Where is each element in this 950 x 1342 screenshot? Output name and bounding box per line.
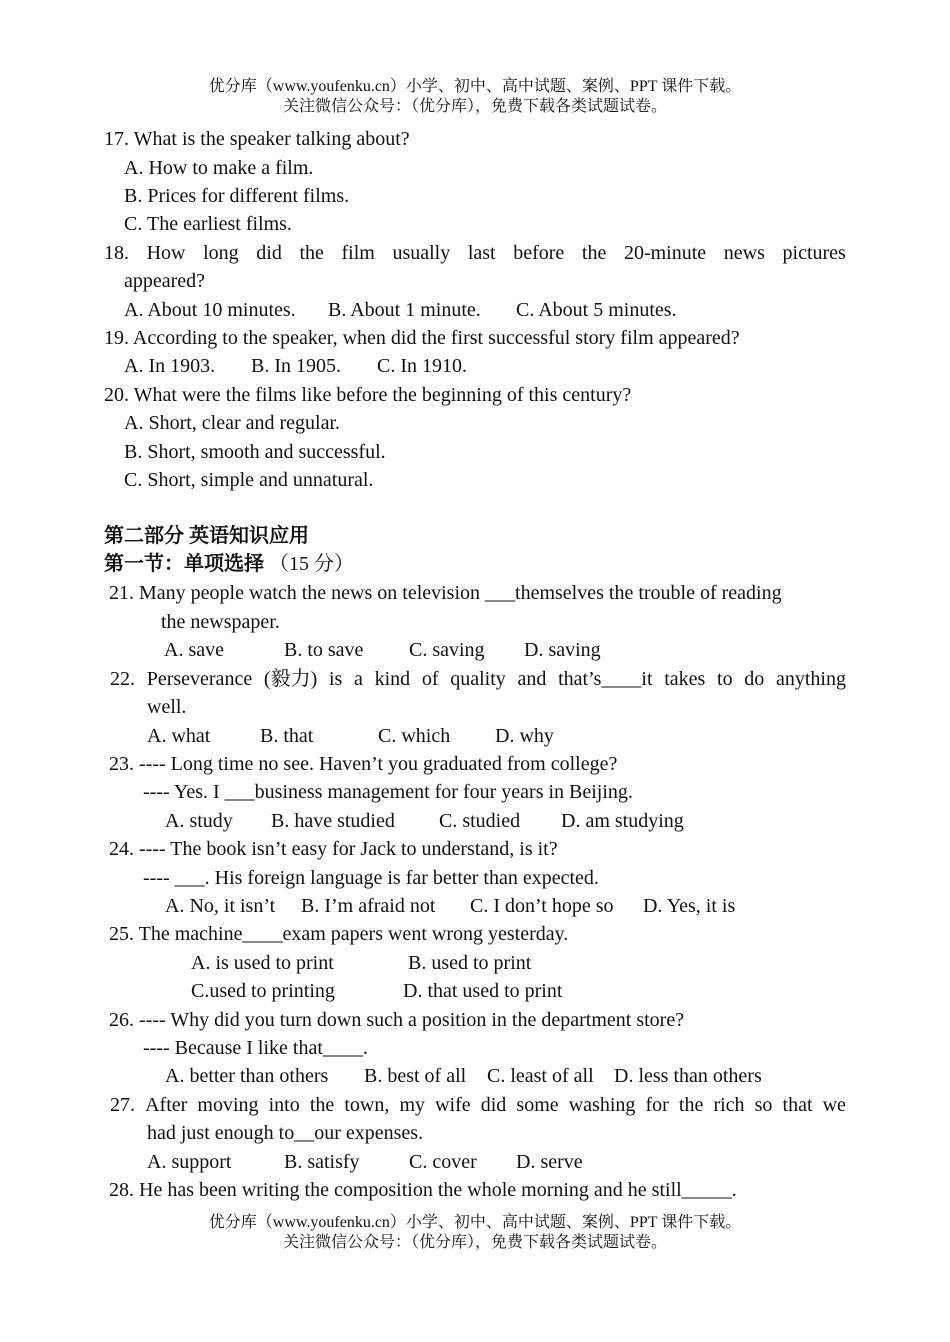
q25-option-c: C.used to printing [191,980,335,1002]
q27-option-b: B. satisfy [284,1151,360,1173]
q18-word: 18. [104,242,129,264]
q23-option-b: B. have studied [271,810,395,832]
q27-word: that [782,1094,813,1116]
q19-stem: 19. According to the speaker, when did the first successful story film appeared? [104,327,740,349]
q24-blank: ___ [174,867,205,889]
q24-reply: ---- ___. His foreign language is far better than expected. [143,867,599,889]
q26-option-d: D. less than others [614,1065,762,1087]
q28-blank: _____ [681,1179,732,1201]
q25-option-d: D. that used to print [403,980,563,1002]
section-score: （15 分） [269,553,354,575]
section-heading [104,550,354,578]
q23-stem: 23. ---- Long time no see. Haven’t you graduated from college? [109,753,618,775]
q20-option-b: B. Short, smooth and successful. [124,441,386,463]
q21-option-b: B. to save [284,639,364,661]
section-title: 第一节：单项选择 [104,553,264,575]
q23-reply: ---- Yes. I ___business management for four years in Beijing. [143,781,633,803]
q18-stem-continued: appeared? [124,270,206,292]
q26-option-c: C. least of all [487,1065,594,1087]
q24-option-d: D. Yes, it is [643,895,736,917]
q17-stem: 17. What is the speaker talking about? [104,128,410,150]
header-line-1: 优分库（www.youfenku.cn）小学、初中、高中试题、案例、PPT 课件下载。 [208,78,742,95]
q25-option-b: B. used to print [408,952,532,974]
header-line-2: 关注微信公众号：（优分库），免费下载各类试题试卷。 [282,98,667,115]
q24-stem: 24. ---- The book isn’t easy for Jack to understand, is it? [109,838,558,860]
q18-word: How [146,242,186,264]
q22-word: that’s____it [558,668,653,690]
q22-word: takes [664,668,706,690]
q23-option-a: A. study [165,810,233,832]
q22-stem-continued: well. [147,696,187,718]
q18-word: usually [392,242,451,264]
q27-stem-continued: had just enough to__our expenses. [147,1122,424,1144]
q25-option-a: A. is used to print [191,952,334,974]
q26-blank: ____ [322,1037,363,1059]
q20-option-c: C. Short, simple and unnatural. [124,469,374,491]
q24-option-b: B. I’m afraid not [301,895,436,917]
q27-word: did [480,1094,507,1116]
q18-word: news [723,242,765,264]
q18-word: the [299,242,324,264]
q27-word: wife [435,1094,471,1116]
q27-option-d: D. serve [516,1151,583,1173]
page-header [0,77,950,117]
q18-stem [104,239,846,267]
q27-word: moving [197,1094,259,1116]
q19-option-a: A. In 1903. [124,355,216,377]
q22-word: do [744,668,765,690]
q19-option-b: B. In 1905. [251,355,341,377]
q21-option-d: D. saving [524,639,601,661]
q22-word: anything [775,668,846,690]
q22-word: quality [450,668,506,690]
q22-word: Perseverance [146,668,253,690]
q27-word: into [268,1094,300,1116]
q27-word: rich [713,1094,745,1116]
footer-line-2: 关注微信公众号：（优分库），免费下载各类试题试卷。 [282,1234,667,1251]
q22-word: (毅力) [263,668,318,690]
q24-option-c: C. I don’t hope so [470,895,614,917]
q21-option-c: C. saving [409,639,485,661]
q27-word: so [754,1094,773,1116]
q17-option-c: C. The earliest films. [124,213,292,235]
page-footer [0,1213,950,1253]
q20-stem: 20. What were the films like before the beginning of this century? [104,384,632,406]
q22-option-a: A. what [147,725,211,747]
q27-option-c: C. cover [409,1151,477,1173]
q20-option-a: A. Short, clear and regular. [124,412,341,434]
q18-word: before [513,242,565,264]
q22-word: of [421,668,439,690]
footer-line-1: 优分库（www.youfenku.cn）小学、初中、高中试题、案例、PPT 课件下载。 [208,1214,742,1231]
q27-word: After [145,1094,188,1116]
q28-stem: 28. He has been writing the composition the whole morning and he still_____. [109,1179,737,1201]
q27-word: some [516,1094,559,1116]
q22-word: to [717,668,733,690]
q21-stem: 21. Many people watch the news on television ___themselves the trouble of reading [109,582,782,604]
q22-stem [110,665,846,693]
q23-option-d: D. am studying [561,810,684,832]
q27-word: we [822,1094,846,1116]
q23-blank: ___ [224,781,255,803]
q17-option-a: A. How to make a film. [124,157,314,179]
q18-word: pictures [782,242,846,264]
q22-option-b: B. that [260,725,314,747]
q22-option-c: C. which [378,725,451,747]
q18-word: last [467,242,496,264]
q21-blank: ___ [485,582,516,604]
q26-reply: ---- Because I like that____. [143,1037,368,1059]
q18-option-a: A. About 10 minutes. [124,299,296,321]
q19-option-c: C. In 1910. [377,355,467,377]
q27-word: for [645,1094,669,1116]
q21-option-a: A. save [164,639,224,661]
q27-word: the [309,1094,335,1116]
q21-stem-continued: the newspaper. [161,611,280,633]
q17-option-b: B. Prices for different films. [124,185,350,207]
q27-option-a: A. support [147,1151,232,1173]
q26-stem: 26. ---- Why did you turn down such a position in the department store? [109,1009,685,1031]
q26-option-b: B. best of all [364,1065,467,1087]
q22-option-d: D. why [495,725,554,747]
q18-word: the [581,242,607,264]
q22-word: 22. [110,668,135,690]
q27-stem [110,1091,846,1119]
q22-word: a [353,668,363,690]
q22-word: and [517,668,547,690]
q23-option-c: C. studied [439,810,521,832]
q26-option-a: A. better than others [165,1065,329,1087]
q27-blank: __ [294,1122,315,1144]
q27-word: town, [344,1094,390,1116]
q22-word: kind [374,668,411,690]
q18-option-c: C. About 5 minutes. [516,299,677,321]
part2-title: 第二部分 英语知识应用 [104,525,309,547]
q25-stem: 25. The machine____exam papers went wrong yesterday. [109,923,569,945]
q18-word: 20-minute [623,242,707,264]
q27-word: the [678,1094,704,1116]
q27-word: 27. [110,1094,135,1116]
q27-word: washing [568,1094,636,1116]
q22-word: is [328,668,343,690]
q27-word: my [399,1094,426,1116]
q18-word: film [341,242,375,264]
q18-option-b: B. About 1 minute. [328,299,481,321]
q25-blank: ____ [242,923,283,945]
q18-word: did [256,242,282,264]
q24-option-a: A. No, it isn’t [165,895,276,917]
q18-word: long [203,242,239,264]
